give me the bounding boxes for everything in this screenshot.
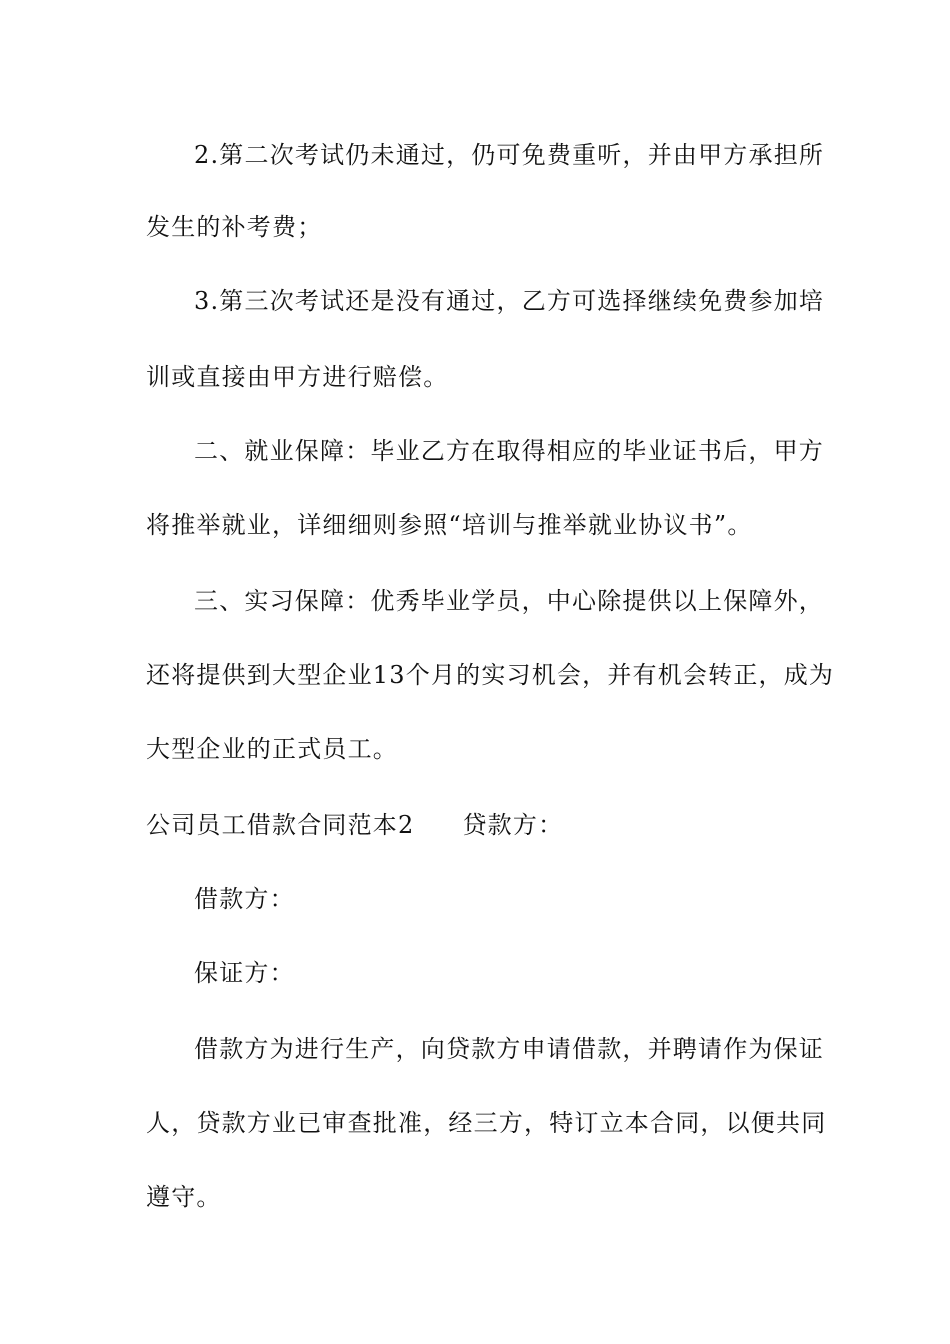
paragraph-line: 将推举就业，详细细则参照“培训与推举就业协议书”。 — [146, 511, 753, 539]
paragraph-line: 训或直接由甲方进行赔偿。 — [146, 363, 449, 391]
guarantor-label: 保证方： — [194, 959, 295, 987]
paragraph-line: 2.第二次考试仍未通过，仍可免费重听，并由甲方承担所 — [194, 141, 825, 169]
paragraph-line: 借款方为进行生产，向贷款方申请借款，并聘请作为保证 — [194, 1035, 824, 1063]
paragraph-line: 人，贷款方业已审查批准，经三方，特订立本合同，以便共同 — [146, 1109, 827, 1137]
paragraph-line: 三、实习保障：优秀毕业学员，中心除提供以上保障外， — [194, 587, 824, 615]
section-heading-line — [146, 810, 826, 840]
borrower-label: 借款方： — [194, 885, 295, 913]
paragraph-line: 发生的补考费； — [146, 213, 323, 241]
contract-title: 公司员工借款合同范本2 — [146, 811, 415, 839]
paragraph-line: 二、就业保障：毕业乙方在取得相应的毕业证书后，甲方 — [194, 437, 824, 465]
paragraph-line: 还将提供到大型企业13个月的实习机会，并有机会转正，成为 — [146, 661, 835, 689]
lender-label: 贷款方： — [462, 811, 564, 839]
paragraph-line: 遵守。 — [146, 1183, 222, 1211]
paragraph-line: 大型企业的正式员工。 — [146, 735, 398, 763]
paragraph-line: 3.第三次考试还是没有通过，乙方可选择继续免费参加培 — [194, 287, 825, 315]
